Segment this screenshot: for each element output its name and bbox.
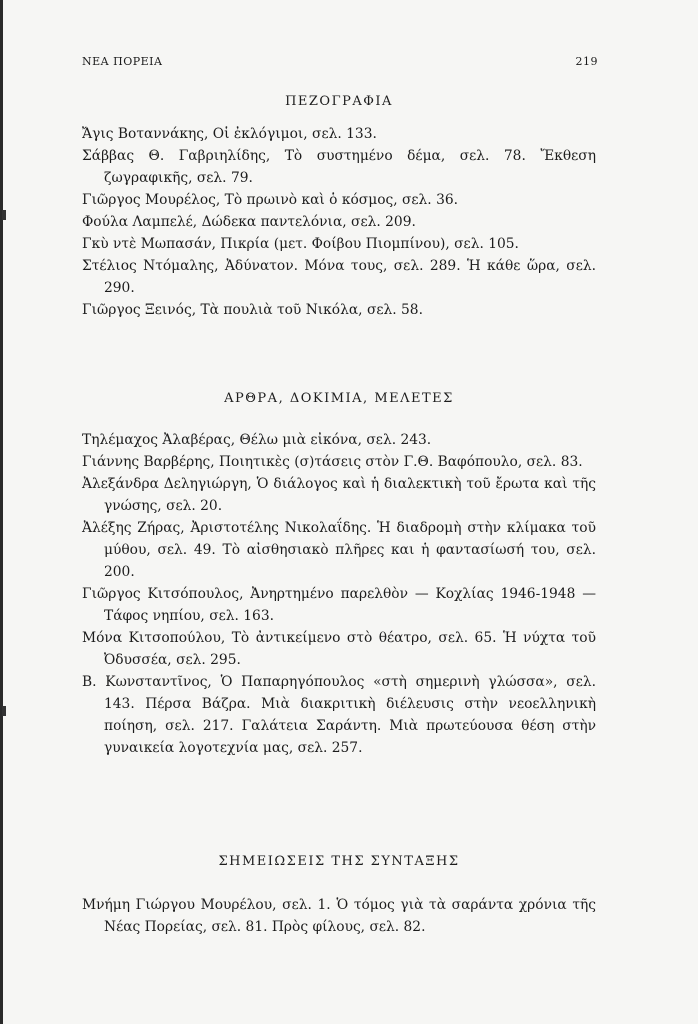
index-entry: Μνήμη Γιώργου Μουρέλου, σελ. 1. Ὁ τόμος γιὰ τὰ σαράντα χρόνια τῆς Νέας Πορείας, σελ. 81. Πρὸς φίλους, σελ. 82.	[82, 897, 596, 935]
index-entry: Τηλέμαχος Ἀλαβέρας, Θέλω μιὰ εἰκόνα, σελ. 243.	[82, 432, 432, 448]
section-articles-entries	[82, 429, 596, 759]
index-entry: Ἄγις Βοταννάκης, Οἱ ἐκλόγιμοι, σελ. 133.	[82, 126, 377, 142]
index-entry: Ἀλέξης Ζήρας, Ἀριστοτέλης Νικολαΐδης. Ἡ διαδρομὴ στὴν κλίμακα τοῦ μύθου, σελ. 49. Τὸ αἰσθησιακὸ πλῆρες και ἡ φαντασίωσή του, σελ. 200.	[82, 520, 596, 580]
index-entry: Γιῶργος Κιτσόπουλος, Ἀνηρτημένο παρελθὸν — Κοχλίας 1946-1948 — Τάφος νηπίου, σελ. 163.	[82, 586, 596, 624]
section-title-articles: ΑΡΘΡΑ, ΔΟΚΙΜΙΑ, ΜΕΛΕΤΕΣ	[224, 391, 454, 406]
page-number: 219	[575, 55, 598, 68]
running-title: ΝΕΑ ΠΟΡΕΙΑ	[82, 55, 163, 68]
index-entry: Γκὺ ντὲ Μωπασάν, Πικρία (μετ. Φοίβου Πιομπίνου), σελ. 105.	[82, 236, 519, 252]
binding-mark	[2, 210, 6, 220]
section-title-prose: ΠΕΖΟΓΡΑΦΙΑ	[285, 94, 393, 109]
index-entry: Γιάννης Βαρβέρης, Ποιητικὲς (σ)τάσεις στὸν Γ.Θ. Βαφόπουλο, σελ. 83.	[82, 454, 583, 470]
index-entry: Φούλα Λαμπελέ, Δώδεκα παντελόνια, σελ. 209.	[82, 214, 416, 230]
index-entry: Ἀλεξάνδρα Δεληγιώργη, Ὁ διάλογος καὶ ἡ διαλεκτικὴ τοῦ ἔρωτα καὶ τῆς γνώσης, σελ. 20.	[82, 476, 596, 514]
index-entry: Β. Κωνσταντῖνος, Ὁ Παπαρηγόπουλος «στὴ σημερινὴ γλώσσα», σελ. 143. Πέρσα Βάζρα. Μιὰ διακριτικὴ διέλευσις στὴν νεοελληνικὴ ποίηση, σελ. 217. Γαλάτεια Σαράντη. Μιὰ πρωτεύουσα θέση στὴν γυναικεία λογοτεχνία μας, σελ. 257.	[82, 674, 596, 756]
index-entry: Σάββας Θ. Γαβριηλίδης, Τὸ συστημένο δέμα, σελ. 78. Ἔκθεση ζωγραφικῆς, σελ. 79.	[82, 148, 596, 186]
section-title-editorial-notes: ΣΗΜΕΙΩΣΕΙΣ ΤΗΣ ΣΥΝΤΑΞΗΣ	[218, 854, 460, 869]
index-entry: Γιῶργος Μουρέλος, Τὸ πρωινὸ καὶ ὁ κόσμος, σελ. 36.	[82, 192, 459, 208]
running-head	[82, 55, 598, 71]
binding-mark	[2, 706, 6, 716]
index-entry: Γιῶργος Ξεινός, Τὰ πουλιὰ τοῦ Νικόλα, σελ. 58.	[82, 302, 423, 318]
section-editorial-entries	[82, 894, 596, 938]
page-edge-line	[0, 0, 3, 1024]
index-entry: Στέλιος Ντόμαλης, Ἀδύνατον. Μόνα τους, σελ. 289. Ἡ κάθε ὥρα, σελ. 290.	[82, 258, 596, 296]
index-entry: Μόνα Κιτσοπούλου, Τὸ ἀντικείμενο στὸ θέατρο, σελ. 65. Ἡ νύχτα τοῦ Ὀδυσσέα, σελ. 295.	[82, 630, 596, 668]
section-prose-entries	[82, 123, 596, 321]
